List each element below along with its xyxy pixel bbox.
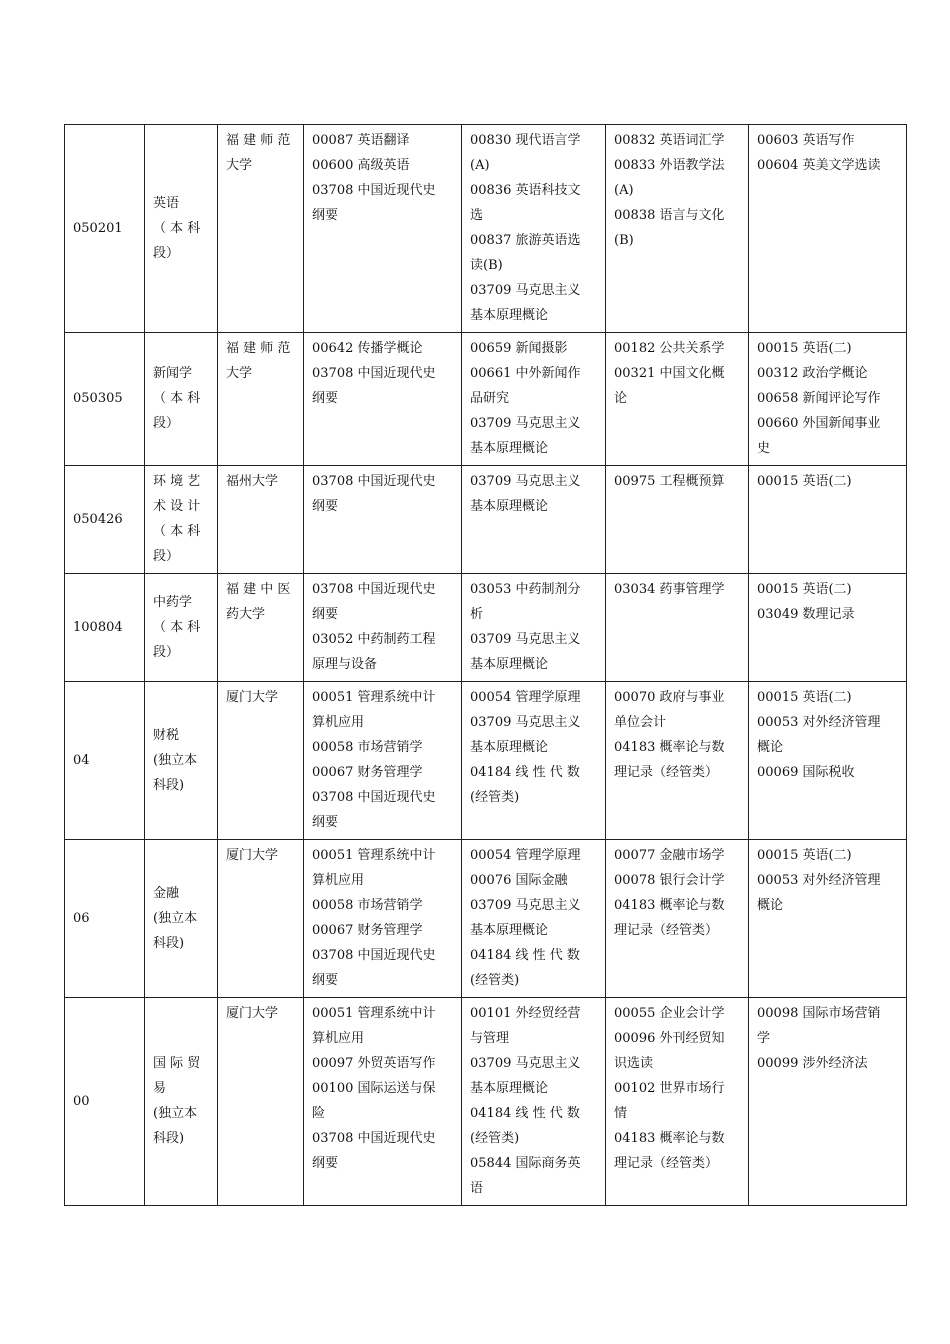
cell-line: 科段): [153, 777, 185, 793]
major-name-cell: [145, 682, 218, 840]
cell-line: 史: [757, 441, 771, 456]
cell-line: 00102 世界市场行: [614, 1081, 725, 1096]
cell-line: 大学: [226, 158, 253, 173]
cell-line: 厦门大学: [226, 1006, 279, 1021]
courses-col-4-cell: [749, 333, 907, 466]
cell-line: 段）: [153, 245, 180, 261]
cell-text: 00: [73, 1093, 90, 1109]
cell-line: 00087 英语翻译: [312, 133, 410, 148]
cell-line: 科段): [153, 935, 185, 951]
cell-line: 原理与设备: [312, 657, 378, 672]
courses-col-2-cell: [462, 466, 606, 574]
major-code-cell: [65, 466, 145, 574]
cell-line: 术 设 计: [153, 499, 201, 514]
cell-line: 与管理: [470, 1031, 510, 1046]
cell-line: 00055 企业会计学: [614, 1006, 725, 1021]
cell-line: 00077 金融市场学: [614, 848, 725, 863]
cell-line: 读(B): [470, 258, 503, 273]
school-cell: [218, 574, 304, 682]
cell-line: 04184 线 性 代 数: [470, 1106, 580, 1121]
cell-line: (独立本: [153, 752, 198, 768]
cell-line: 03709 马克思主义: [470, 283, 581, 298]
cell-line: 险: [312, 1106, 326, 1121]
courses-col-1-cell: [304, 998, 462, 1206]
cell-line: 纲要: [312, 815, 339, 830]
cell-line: 00837 旅游英语选: [470, 233, 581, 248]
cell-text: 06: [73, 910, 90, 926]
cell-line: 00070 政府与事业: [614, 690, 725, 705]
courses-col-1-cell: [304, 466, 462, 574]
cell-line: 03709 马克思主义: [470, 1056, 581, 1071]
cell-line: 国 际 贸: [153, 1056, 201, 1071]
cell-line: 00833 外语教学法: [614, 158, 725, 173]
exam-plan-table-body: [65, 125, 907, 1206]
cell-text: 050201: [73, 220, 123, 236]
cell-line: 00101 外经贸经营: [470, 1006, 581, 1021]
major-code-cell: [65, 998, 145, 1206]
school-cell: [218, 840, 304, 998]
cell-line: 00099 涉外经济法: [757, 1056, 868, 1071]
cell-line: 00015 英语(二): [757, 690, 852, 705]
cell-line: 04183 概率论与数: [614, 898, 725, 913]
cell-line: 大学: [226, 366, 253, 381]
exam-plan-table: [64, 124, 907, 1206]
cell-line: 00015 英语(二): [757, 341, 852, 356]
cell-line: 福 建 中 医: [226, 582, 291, 597]
cell-line: 福 建 师 范: [226, 133, 291, 148]
cell-line: 00832 英语词汇学: [614, 133, 725, 148]
major-name-cell: [145, 466, 218, 574]
cell-line: 段）: [153, 416, 180, 431]
cell-line: 基本原理概论: [470, 441, 549, 456]
cell-line: 00058 市场营销学: [312, 740, 423, 755]
courses-col-4-cell: [749, 840, 907, 998]
cell-line: 00830 现代语言学: [470, 133, 581, 148]
courses-col-1-cell: [304, 840, 462, 998]
cell-line: 基本原理概论: [470, 499, 549, 514]
cell-line: 00658 新闻评论写作: [757, 391, 881, 406]
cell-line: (A): [470, 158, 490, 173]
courses-col-4-cell: [749, 466, 907, 574]
cell-line: 纲要: [312, 1156, 339, 1171]
cell-line: 03709 马克思主义: [470, 416, 581, 431]
cell-line: 00975 工程概预算: [614, 474, 725, 489]
cell-line: 00600 高级英语: [312, 158, 410, 173]
cell-line: （ 本 科: [153, 524, 201, 539]
cell-line: 纲要: [312, 208, 339, 223]
cell-line: 00053 对外经济管理: [757, 715, 881, 730]
cell-line: 概论: [757, 740, 784, 755]
courses-col-3-cell: [606, 574, 749, 682]
cell-line: 品研究: [470, 391, 510, 406]
courses-col-3-cell: [606, 125, 749, 333]
cell-line: 算机应用: [312, 1031, 365, 1046]
school-cell: [218, 682, 304, 840]
cell-line: 00659 新闻摄影: [470, 341, 568, 356]
cell-line: （ 本 科: [153, 619, 201, 635]
courses-col-2-cell: [462, 574, 606, 682]
cell-line: 理记录（经管类）: [614, 1156, 719, 1171]
cell-line: 00067 财务管理学: [312, 765, 423, 780]
cell-line: 纲要: [312, 391, 339, 406]
cell-line: 单位会计: [614, 715, 667, 730]
cell-line: 04183 概率论与数: [614, 1131, 725, 1146]
cell-line: 00051 管理系统中计: [312, 1006, 436, 1021]
cell-line: 新闻学: [153, 366, 193, 381]
major-name-cell: [145, 840, 218, 998]
courses-col-4-cell: [749, 574, 907, 682]
table-row: [65, 682, 907, 840]
cell-line: 00182 公共关系学: [614, 341, 725, 356]
table-row: [65, 466, 907, 574]
cell-line: 00067 财务管理学: [312, 923, 423, 938]
cell-line: 00660 外国新闻事业: [757, 416, 881, 431]
cell-line: 04183 概率论与数: [614, 740, 725, 755]
cell-line: 00642 传播学概论: [312, 341, 423, 356]
cell-line: 算机应用: [312, 873, 365, 888]
cell-line: 厦门大学: [226, 848, 279, 863]
cell-line: 04184 线 性 代 数: [470, 948, 580, 963]
table-row: [65, 998, 907, 1206]
cell-line: 00054 管理学原理: [470, 848, 581, 863]
cell-text: 050305: [73, 391, 123, 406]
cell-line: 00076 国际金融: [470, 873, 568, 888]
courses-col-3-cell: [606, 840, 749, 998]
cell-line: 福 建 师 范: [226, 341, 291, 356]
cell-line: 03709 马克思主义: [470, 632, 581, 647]
school-cell: [218, 125, 304, 333]
cell-line: (经管类): [470, 790, 520, 805]
cell-line: 00661 中外新闻作: [470, 366, 581, 381]
cell-line: 金融: [153, 885, 180, 901]
cell-line: 04184 线 性 代 数: [470, 765, 580, 780]
courses-col-2-cell: [462, 682, 606, 840]
cell-line: 00054 管理学原理: [470, 690, 581, 705]
major-code-cell: [65, 840, 145, 998]
cell-line: 00015 英语(二): [757, 848, 852, 863]
cell-line: (经管类): [470, 973, 520, 988]
cell-line: 理记录（经管类）: [614, 765, 719, 780]
cell-line: 00058 市场营销学: [312, 898, 423, 913]
cell-line: 00015 英语(二): [757, 474, 852, 489]
cell-line: (独立本: [153, 1106, 198, 1121]
major-code-cell: [65, 682, 145, 840]
cell-line: 00098 国际市场营销: [757, 1006, 881, 1021]
cell-line: 03708 中国近现代史: [312, 948, 436, 963]
cell-line: 03709 马克思主义: [470, 715, 581, 730]
cell-line: 00051 管理系统中计: [312, 690, 436, 705]
cell-line: 基本原理概论: [470, 923, 549, 938]
cell-line: 厦门大学: [226, 690, 279, 705]
table-row: [65, 125, 907, 333]
cell-line: 学: [757, 1031, 771, 1046]
cell-line: 易: [153, 1081, 167, 1096]
cell-line: 03708 中国近现代史: [312, 474, 436, 489]
cell-line: （ 本 科: [153, 391, 201, 406]
major-name-cell: [145, 574, 218, 682]
cell-line: 00069 国际税收: [757, 765, 855, 780]
table-row: [65, 574, 907, 682]
cell-line: 概论: [757, 898, 784, 913]
cell-line: 00053 对外经济管理: [757, 873, 881, 888]
cell-line: 基本原理概论: [470, 657, 549, 672]
courses-col-3-cell: [606, 682, 749, 840]
cell-line: 03709 马克思主义: [470, 474, 581, 489]
courses-col-2-cell: [462, 125, 606, 333]
cell-text: 050426: [73, 511, 123, 527]
major-code-cell: [65, 333, 145, 466]
cell-line: 05844 国际商务英: [470, 1156, 581, 1171]
cell-line: 科段): [153, 1131, 185, 1146]
cell-line: 纲要: [312, 499, 339, 514]
major-name-cell: [145, 998, 218, 1206]
courses-col-1-cell: [304, 574, 462, 682]
cell-line: 00100 国际运送与保: [312, 1081, 436, 1096]
cell-line: 03708 中国近现代史: [312, 366, 436, 381]
cell-line: 03053 中药制剂分: [470, 582, 581, 597]
cell-line: 识选读: [614, 1056, 654, 1071]
courses-col-1-cell: [304, 682, 462, 840]
cell-line: 环 境 艺: [153, 474, 201, 489]
table-row: [65, 840, 907, 998]
cell-text: 100804: [73, 619, 123, 635]
courses-col-3-cell: [606, 998, 749, 1206]
cell-line: 纲要: [312, 973, 339, 988]
cell-line: (经管类): [470, 1131, 520, 1146]
courses-col-4-cell: [749, 682, 907, 840]
cell-line: 基本原理概论: [470, 1081, 549, 1096]
cell-line: 福州大学: [226, 474, 279, 489]
cell-line: 段）: [153, 644, 180, 660]
cell-line: 00838 语言与文化: [614, 208, 725, 223]
cell-line: 00312 政治学概论: [757, 366, 868, 381]
cell-line: 03708 中国近现代史: [312, 790, 436, 805]
cell-line: 00097 外贸英语写作: [312, 1056, 436, 1071]
cell-line: 03708 中国近现代史: [312, 183, 436, 198]
cell-line: 00836 英语科技文: [470, 183, 581, 198]
cell-line: 基本原理概论: [470, 740, 549, 755]
cell-line: (B): [614, 233, 634, 248]
major-code-cell: [65, 574, 145, 682]
courses-col-4-cell: [749, 998, 907, 1206]
major-code-cell: [65, 125, 145, 333]
cell-line: 00051 管理系统中计: [312, 848, 436, 863]
cell-line: 财税: [153, 727, 180, 743]
courses-col-3-cell: [606, 333, 749, 466]
major-name-cell: [145, 125, 218, 333]
cell-line: 03708 中国近现代史: [312, 1131, 436, 1146]
school-cell: [218, 466, 304, 574]
cell-line: 选: [470, 208, 484, 223]
courses-col-2-cell: [462, 333, 606, 466]
cell-line: 英语: [153, 195, 180, 211]
cell-line: 03709 马克思主义: [470, 898, 581, 913]
cell-line: 析: [470, 607, 484, 622]
courses-col-1-cell: [304, 333, 462, 466]
courses-col-2-cell: [462, 840, 606, 998]
courses-col-4-cell: [749, 125, 907, 333]
cell-line: 03034 药事管理学: [614, 582, 725, 597]
cell-line: 00604 英美文学选读: [757, 158, 881, 173]
cell-line: 03708 中国近现代史: [312, 582, 436, 597]
school-cell: [218, 333, 304, 466]
cell-line: 论: [614, 391, 628, 406]
cell-line: 00078 银行会计学: [614, 873, 725, 888]
cell-line: 算机应用: [312, 715, 365, 730]
cell-line: 语: [470, 1181, 484, 1196]
cell-line: (独立本: [153, 910, 198, 926]
cell-line: 03049 数理记录: [757, 607, 855, 622]
cell-line: 00096 外刊经贸知: [614, 1031, 725, 1046]
cell-line: 00603 英语写作: [757, 133, 855, 148]
cell-line: 00321 中国文化概: [614, 366, 725, 381]
courses-col-3-cell: [606, 466, 749, 574]
cell-line: 段）: [153, 549, 180, 564]
cell-text: 04: [73, 752, 90, 768]
school-cell: [218, 998, 304, 1206]
cell-line: (A): [614, 183, 634, 198]
cell-line: 03052 中药制药工程: [312, 632, 436, 647]
cell-line: 中药学: [153, 594, 193, 610]
cell-line: 药大学: [226, 607, 266, 622]
cell-line: 理记录（经管类）: [614, 923, 719, 938]
cell-line: （ 本 科: [153, 220, 201, 236]
cell-line: 基本原理概论: [470, 308, 549, 323]
cell-line: 纲要: [312, 607, 339, 622]
table-row: [65, 333, 907, 466]
courses-col-2-cell: [462, 998, 606, 1206]
cell-line: 00015 英语(二): [757, 582, 852, 597]
major-name-cell: [145, 333, 218, 466]
cell-line: 情: [614, 1106, 628, 1121]
courses-col-1-cell: [304, 125, 462, 333]
